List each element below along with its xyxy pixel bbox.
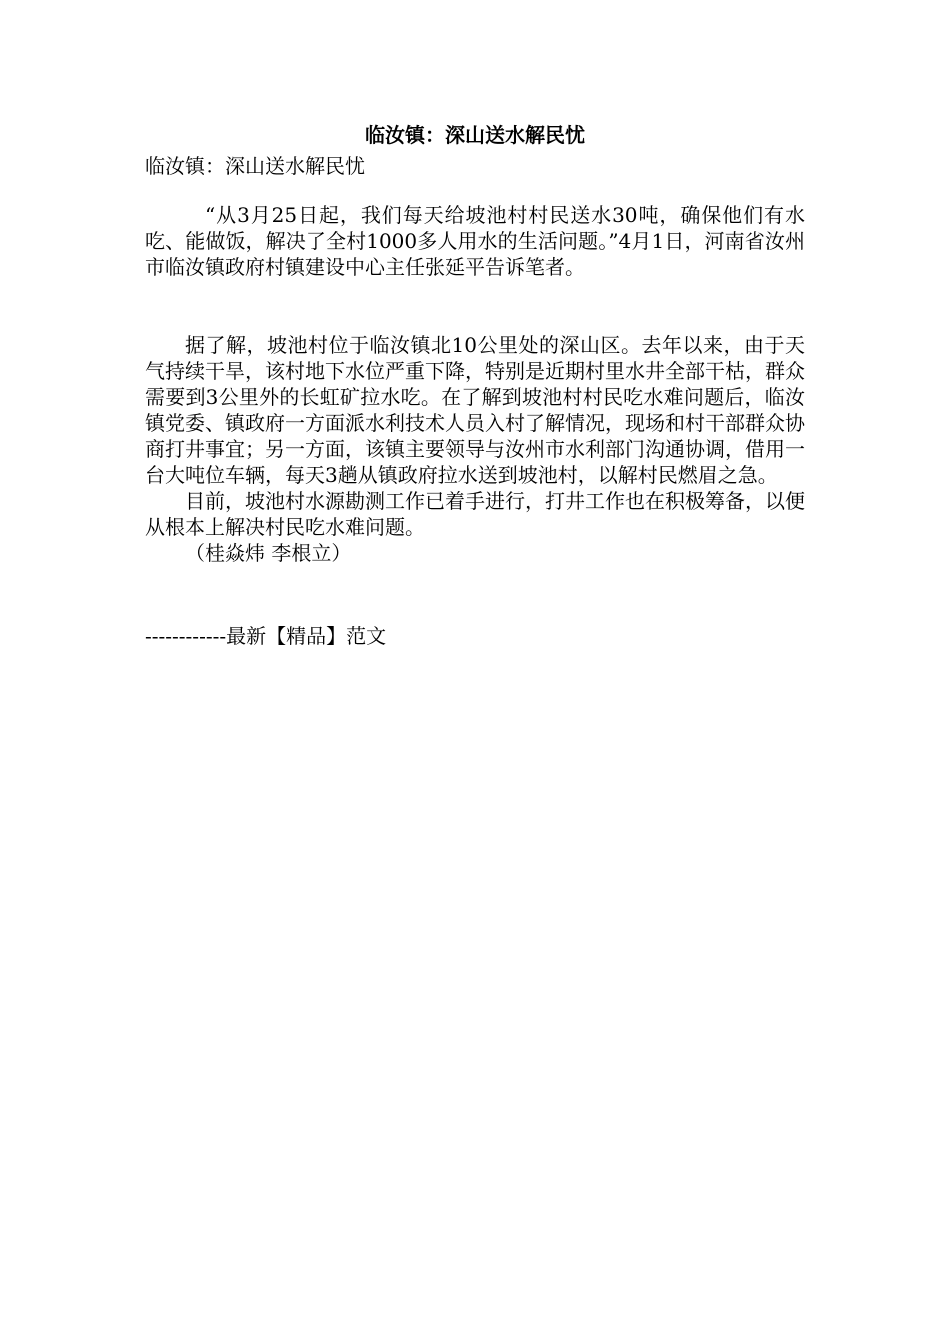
spacer <box>145 180 805 202</box>
footer-note: ------------最新【精品】范文 <box>145 624 387 648</box>
document-subtitle: 临汝镇：深山送水解民忧 <box>145 154 365 178</box>
paragraph-quote: “从3月25日起，我们每天给坡池村村民送水30吨，确保他们有水吃、能做饭，解决了全村1000多人用水的生活问题。”4月1日，河南省汝州市临汝镇政府村镇建设中心主任张延平告诉笔者。 <box>145 203 805 279</box>
document-page <box>145 118 805 650</box>
spacer <box>145 280 805 332</box>
paragraph-progress: 目前，坡池村水源勘测工作已着手进行，打井工作也在积极筹备，以便从根本上解决村民吃水难问题。 <box>145 489 805 539</box>
document-title: 临汝镇：深山送水解民忧 <box>365 123 585 147</box>
spacer <box>145 566 805 622</box>
author-byline: （桂焱炜 李根立） <box>185 541 352 565</box>
paragraph-background: 据了解，坡池村位于临汝镇北10公里处的深山区。去年以来，由于天气持续干旱，该村地下水位严重下降，特别是近期村里水井全部干枯，群众需要到3公里外的长虹矿拉水吃。在了解到坡池村村民吃水难问题后，临汝镇党委、镇政府一方面派水利技术人员入村了解情况，现场和村干部群众协商打井事宜；另一方面，该镇主要领导与汝州市水利部门沟通协调，借用一台大吨位车辆，每天3趟从镇政府拉水送到坡池村，以解村民燃眉之急。 <box>145 333 805 487</box>
